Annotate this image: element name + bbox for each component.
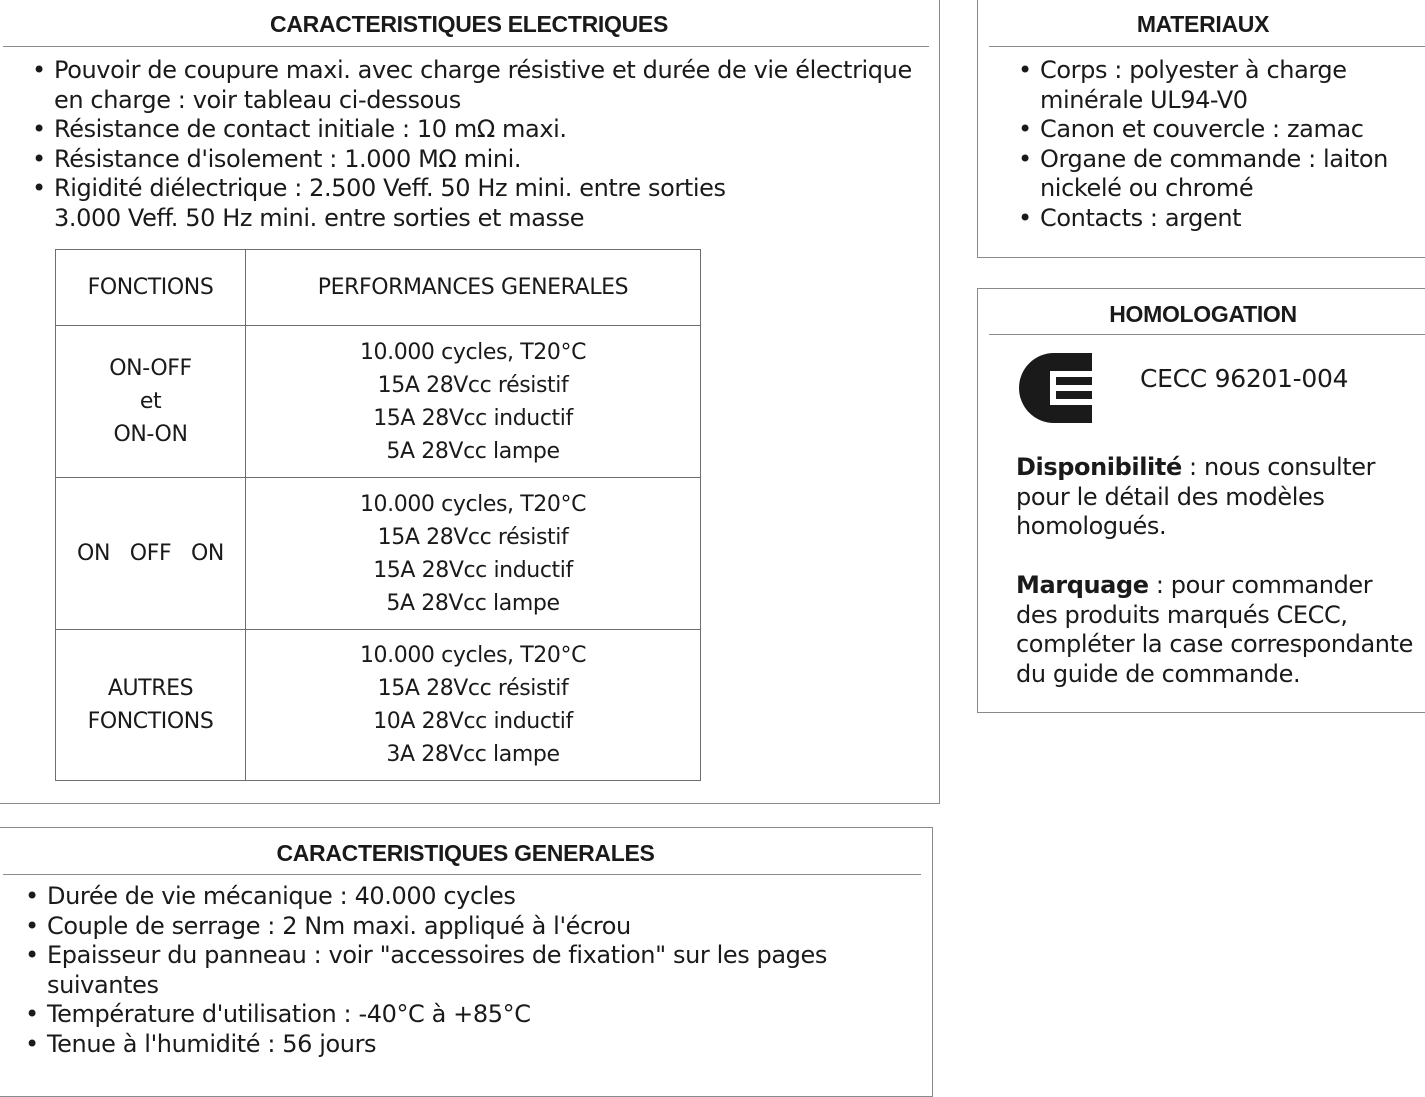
availability-label: Disponibilité [1016,453,1182,481]
function-cell: AUTRES FONCTIONS [56,630,246,781]
title-divider [3,46,929,47]
electrical-bullet-list [32,56,912,233]
materials-panel [977,0,1425,258]
performance-cell: 10.000 cycles, T20°C 15A 28Vcc résistif 10A 28Vcc inductif 3A 28Vcc lampe [246,630,701,781]
general-characteristics-title: CARACTERISTIQUES GENERALES [276,840,655,866]
performance-cell: 10.000 cycles, T20°C 15A 28Vcc résistif 15A 28Vcc inductif 5A 28Vcc lampe [246,326,701,478]
title-divider [3,874,921,875]
cecc-code: CECC 96201-004 [1140,364,1349,393]
list-item: • Température d'utilisation : -40°C à +85°C [25,1000,905,1030]
table-row [56,478,701,630]
table-row [56,630,701,781]
materials-bullet-list [1018,56,1418,233]
availability-text: : nous consulter pour le détail des modèles homologués. [1016,453,1376,540]
list-item: • Canon et couvercle : zamac [1018,115,1418,145]
title-divider [989,334,1425,335]
list-item: • Couple de serrage : 2 Nm maxi. appliqué à l'écrou [25,912,905,942]
availability-paragraph [1016,453,1416,542]
list-item: • Résistance d'isolement : 1.000 MΩ mini. [32,145,912,175]
marking-text: : pour commander des produits marqués CECC, compléter la case correspondante du guide de commande. [1016,571,1413,688]
performance-table [55,249,701,781]
homologation-panel [977,288,1425,713]
cecc-logo-icon [1016,353,1092,423]
function-cell: ON OFF ON [56,478,246,630]
list-item: • Corps : polyester à charge minérale UL94-V0 [1018,56,1418,115]
list-item: • Tenue à l'humidité : 56 jours [25,1030,905,1060]
marking-label: Marquage [1016,571,1149,599]
list-item: • Organe de commande : laiton nickelé ou chromé [1018,145,1418,204]
electrical-characteristics-panel [0,0,940,804]
performance-cell: 10.000 cycles, T20°C 15A 28Vcc résistif 15A 28Vcc inductif 5A 28Vcc lampe [246,478,701,630]
title-divider [989,46,1425,47]
header-functions: FONCTIONS [56,250,246,326]
list-item: • Résistance de contact initiale : 10 mΩ maxi. [32,115,912,145]
list-item: • Epaisseur du panneau : voir "accessoires de fixation" sur les pages suivantes [25,941,905,1000]
electrical-characteristics-title: CARACTERISTIQUES ELECTRIQUES [270,11,668,37]
table-row [56,326,701,478]
list-item: • Rigidité diélectrique : 2.500 Veff. 50 Hz mini. entre sorties 3.000 Veff. 50 Hz mini. entre sorties et masse [32,174,912,233]
table-header-row [56,250,701,326]
general-characteristics-panel [0,827,933,1097]
header-performances: PERFORMANCES GENERALES [246,250,701,326]
list-item: • Durée de vie mécanique : 40.000 cycles [25,882,905,912]
function-cell: ON-OFF et ON-ON [56,326,246,478]
general-bullet-list [25,882,905,1059]
list-item: • Contacts : argent [1018,204,1418,234]
homologation-title: HOMOLOGATION [1109,301,1297,327]
marking-paragraph [1016,571,1421,689]
list-item: • Pouvoir de coupure maxi. avec charge résistive et durée de vie électrique en charge : voir tableau ci-dessous [32,56,912,115]
materials-title: MATERIAUX [1136,11,1270,37]
